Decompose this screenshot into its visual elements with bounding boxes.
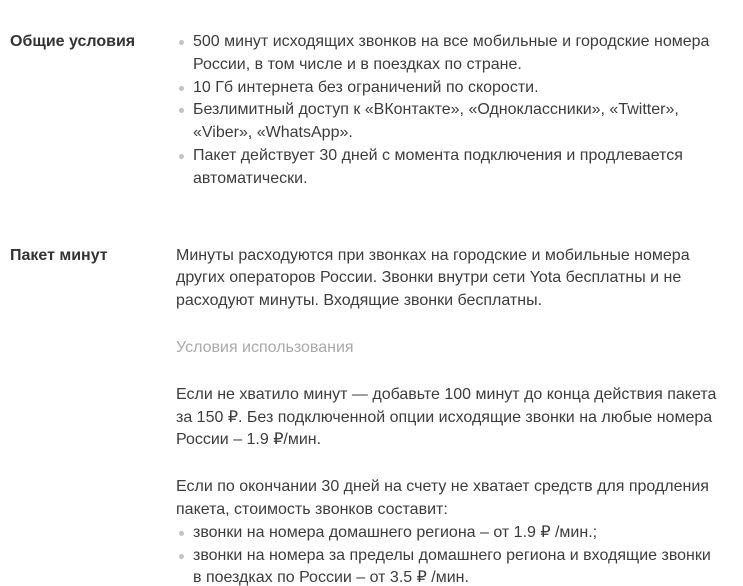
bullet-icon: [179, 154, 184, 159]
section-minutes-package: [0, 245, 743, 586]
list-item: [176, 77, 725, 100]
minutes-package-label-column: [0, 245, 176, 268]
bullet-icon: [179, 86, 184, 91]
list-item-text: звонки на номера за пределы домашнего региона и входящие звонки в поездках по России – от 3.5 ₽ /мин.: [193, 546, 711, 586]
add-minutes-paragraph: Если не хватило минут — добавьте 100 минут до конца действия пакета за 150 ₽. Без подключенной опции исходящие звонки на любые номера России – 1.9 ₽/мин.: [176, 385, 717, 449]
list-item-text: Безлимитный доступ к «ВКонтакте», «Одноклассники», «Twitter», «Viber», «WhatsApp».: [193, 101, 679, 142]
section-general-terms: [0, 31, 743, 191]
usage-terms-subheading: Условия использования: [176, 338, 354, 356]
list-item: [176, 145, 725, 191]
section-title-general-terms: Общие условия: [10, 33, 136, 50]
list-item-text: Пакет действует 30 дней с момента подключения и продлевается автоматически.: [193, 146, 683, 187]
minutes-package-content: [176, 245, 725, 586]
renewal-paragraph: Если по окончании 30 дней на счету не хватает средств для продления пакета, стоимость звонков составит:: [176, 478, 709, 518]
general-terms-list: [176, 31, 725, 191]
general-terms-content: [176, 31, 725, 191]
bullet-icon: [179, 40, 184, 45]
list-item: [176, 522, 725, 545]
bullet-icon: [179, 554, 184, 559]
minutes-intro-paragraph: Минуты расходуются при звонках на городские и мобильные номера других операторов России. Звонки внутри сети Yota бесплатны и не расходуют минуты. Входящие звонки бесплатны.: [176, 246, 690, 310]
list-item-text: 10 Гб интернета без ограничений по скорости.: [193, 78, 539, 96]
general-terms-label-column: [0, 31, 176, 54]
section-title-minutes-package: Пакет минут: [10, 246, 108, 264]
bullet-icon: [179, 108, 184, 113]
list-item-text: 500 минут исходящих звонков на все мобильные и городские номера России, в том числе и в поездках по стране.: [193, 33, 710, 73]
call-rates-list: [176, 522, 725, 586]
list-item-text: звонки на номера домашнего региона – от 1.9 ₽ /мин.;: [193, 523, 598, 541]
list-item: [176, 99, 725, 145]
list-item: [176, 31, 725, 77]
list-item: [176, 545, 725, 586]
bullet-icon: [179, 531, 184, 536]
